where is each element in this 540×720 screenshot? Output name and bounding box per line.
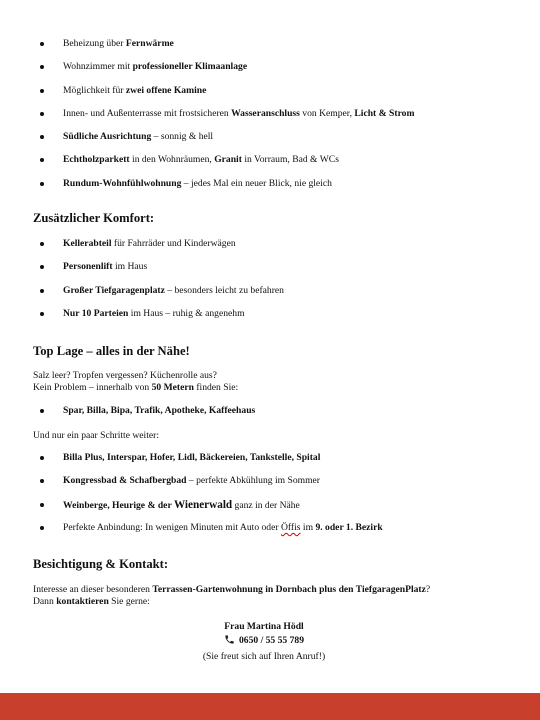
visit-text [33, 584, 430, 609]
visit-line: Interesse an dieser besonderen Terrassen-Gartenwohnung in Dornbach plus den TiefgaragenPlatz? [33, 584, 431, 595]
list-item: Südliche Ausrichtung – sonnig & hell [0, 131, 540, 154]
list-item: Weinberge, Heurige & der Wienerwald ganz in der Nähe [0, 499, 540, 522]
list-item: Echtholzparkett in den Wohnräumen, Granit in Vorraum, Bad & WCs [0, 154, 540, 177]
walk-text: Und nur ein paar Schritte weiter: [33, 430, 160, 441]
contact-note: (Sie freut sich auf Ihren Anruf!) [202, 651, 326, 662]
location-intro [33, 370, 238, 395]
list-item: Kongressbad & Schafbergbad – perfekte Abkühlung im Sommer [0, 475, 540, 498]
intro-line: Kein Problem – innerhalb von 50 Metern finden Sie: [33, 382, 239, 394]
section-heading-comfort: Zusätzlicher Komfort: [33, 211, 155, 225]
list-item: Großer Tiefgaragenplatz – besonders leicht zu befahren [0, 285, 540, 308]
list-item: Wohnzimmer mit professioneller Klimaanlage [0, 61, 540, 84]
feature-list [0, 38, 540, 201]
walk-list [0, 452, 540, 545]
footer-bar [0, 693, 540, 720]
contact-name: Frau Martina Hödl [224, 621, 304, 632]
section-heading-location: Top Lage – alles in der Nähe! [33, 344, 190, 358]
phone-icon [224, 634, 235, 650]
list-item: Nur 10 Parteien im Haus – ruhig & angenehm [0, 308, 540, 331]
list-item: Personenlift im Haus [0, 261, 540, 284]
nearby-list [0, 405, 540, 428]
contact-phone: 0650 / 55 55 789 [0, 634, 528, 650]
list-item: Billa Plus, Interspar, Hofer, Lidl, Bäckereien, Tankstelle, Spital [0, 452, 540, 475]
visit-line: Dann kontaktieren Sie gerne: [33, 596, 150, 608]
list-item: Spar, Billa, Bipa, Trafik, Apotheke, Kaffeehaus [0, 405, 540, 428]
intro-line: Salz leer? Tropfen vergessen? Küchenrolle aus? [33, 370, 217, 381]
list-item: Möglichkeit für zwei offene Kamine [0, 85, 540, 108]
list-item: Kellerabteil für Fahrräder und Kinderwägen [0, 238, 540, 261]
section-heading-visit: Besichtigung & Kontakt: [33, 557, 169, 571]
spellcheck-underlined-word: Öffis [280, 521, 301, 533]
list-item: Innen- und Außenterrasse mit frostsicheren Wasseranschluss von Kemper, Licht & Strom [0, 108, 540, 131]
list-item: Beheizung über Fernwärme [0, 38, 540, 61]
comfort-list [0, 238, 540, 331]
list-item: Perfekte Anbindung: In wenigen Minuten mit Auto oder Öffis im 9. oder 1. Bezirk [0, 522, 540, 545]
contact-block [0, 620, 528, 664]
list-item: Rundum-Wohnfühlwohnung – jedes Mal ein neuer Blick, nie gleich [0, 178, 540, 201]
